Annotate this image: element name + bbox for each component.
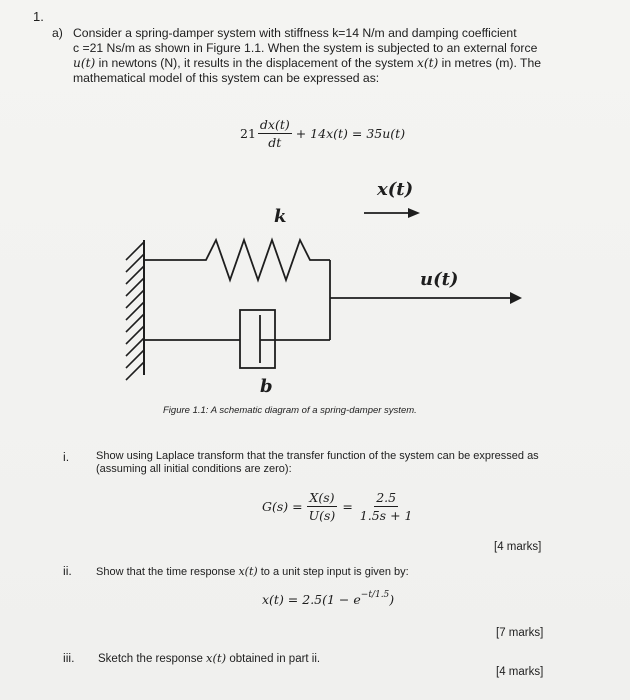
tf-equals: =	[342, 499, 353, 514]
force-arrow-head	[510, 292, 522, 304]
transfer-function-equation	[262, 490, 416, 523]
part-ii-numeral: ii.	[63, 564, 72, 578]
intro-line-3-text-a: in newtons (N), it results in the displacement of the system	[95, 56, 418, 70]
part-i-line-1: Show using Laplace transform that the transfer function of the system can be expressed as	[96, 450, 539, 462]
intro-line-3-text-b: in metres (m). The	[438, 56, 542, 70]
label-u: u(t)	[420, 269, 459, 290]
part-ii-text	[96, 564, 409, 580]
tf-frac-2-num: 2.5	[376, 490, 397, 505]
part-ii-text-a: Show that the time response	[96, 566, 239, 578]
question-number: 1.	[33, 9, 44, 24]
part-ii-var: x(t)	[238, 565, 258, 578]
step-response-equation	[262, 589, 395, 607]
displacement-arrow-head	[408, 208, 420, 218]
spring-damper-figure	[110, 170, 540, 410]
damper-cylinder	[240, 310, 275, 368]
part-iii-text-b: obtained in part ii.	[226, 653, 321, 665]
tf-frac-1-den: U(s)	[308, 508, 336, 523]
part-iii-numeral: iii.	[63, 651, 75, 665]
intro-line-4: mathematical model of this system can be expressed as:	[73, 71, 380, 85]
part-i-marks: [4 marks]	[494, 541, 542, 553]
sr-close: )	[389, 592, 395, 607]
part-a-label: a)	[52, 26, 63, 40]
tf-frac-1-num: X(s)	[309, 490, 335, 505]
model-equation	[240, 117, 405, 150]
intro-line-3	[73, 56, 593, 71]
label-b: b	[260, 376, 273, 397]
tf-frac-2	[358, 490, 415, 523]
tf-frac-2-den: 1.5s + 1	[359, 508, 413, 523]
tf-frac-1	[307, 490, 338, 523]
intro-line-1: Consider a spring-damper system with stiffness k=14 N/m and damping coefficient	[73, 26, 517, 40]
part-iii-var: x(t)	[206, 651, 227, 665]
label-k: k	[274, 206, 287, 227]
part-iii-text-a: Sketch the response	[98, 653, 207, 665]
intro-var-x: x(t)	[417, 56, 439, 70]
intro-paragraph	[73, 26, 593, 86]
label-x: x(t)	[377, 179, 414, 200]
model-coef: 21	[240, 126, 256, 141]
model-rest: + 14x(t) = 35u(t)	[295, 126, 406, 141]
model-derivative	[258, 117, 292, 150]
figure-caption: Figure 1.1: A schematic diagram of a spring-damper system.	[163, 405, 417, 416]
sr-lhs: x(t) = 2.5(1 − e	[262, 592, 361, 607]
wall-hatching	[126, 242, 144, 380]
part-ii-marks: [7 marks]	[496, 627, 544, 639]
model-deriv-den: dt	[268, 135, 282, 150]
intro-var-u: u(t)	[73, 56, 96, 70]
intro-line-2: c =21 Ns/m as shown in Figure 1.1. When the system is subjected to an external force	[73, 41, 538, 55]
part-iii-text	[98, 651, 320, 667]
part-i-line-2: (assuming all initial conditions are zero):	[96, 463, 292, 475]
model-deriv-num: dx(t)	[259, 117, 290, 132]
sr-exponent: −t/1.5	[360, 589, 390, 600]
part-i-text	[96, 450, 576, 476]
tf-lhs: G(s) =	[262, 499, 303, 514]
part-iii-marks: [4 marks]	[496, 666, 544, 678]
part-i-numeral: i.	[63, 450, 70, 464]
spring	[144, 240, 330, 280]
part-ii-text-b: to a unit step input is given by:	[257, 566, 409, 578]
